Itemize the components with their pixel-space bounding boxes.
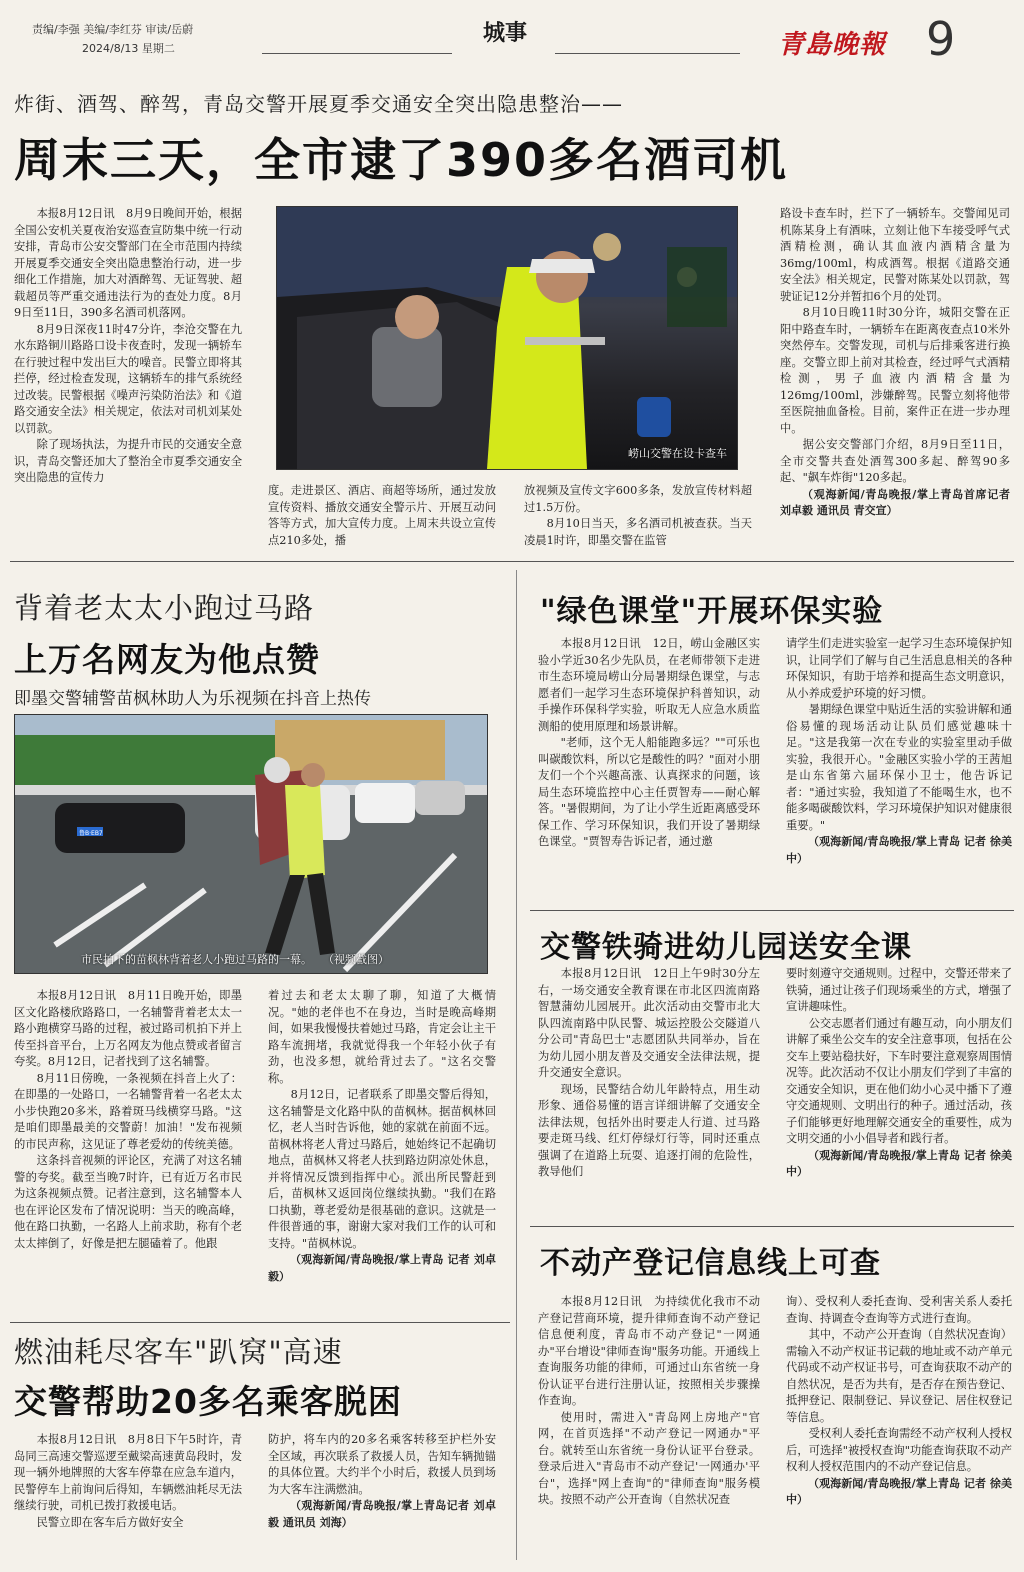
story2-subhead: 即墨交警辅警苗枫林助人为乐视频在抖音上热传 <box>14 689 371 709</box>
traffic-police-checkpoint-image <box>277 207 737 469</box>
story6-headline: 不动产登记信息线上可查 <box>540 1246 881 1281</box>
story1-col1: 本报8月12日讯 8月9日晚间开始，根据全国公安机关夏夜治安巡查宣防集中统一行动安排，青岛市公安交警部门在全市范围内持续开展夏季交通安全突出隐患整治行动，进一步细化工作措施，加大对酒醉驾、无证驾驶、超载超员等严重交通违法行为的查处力度。8月9日至11日，390多名酒司机落网。 8月9日深夜11时47分许，李沧交警在九水东路铜川路路口设卡夜查时，发现一辆轿车在行驶过程中发出巨大的噪音。民警立即将其拦停，经过检查发现，这辆轿车的排气系统经过改装。民警根据《噪声污染防治法》和《道路交通安全法》相关规定，依法对司机刘某处以罚款。 除了现场执法，为提升市民的交通安全意识，青岛交警还加大了整治全市夏季交通安全突出隐患的宣传力 <box>14 207 242 484</box>
story1-col3: 放视频及宣传文字600多条，发放宣传材料超过1.5万份。 8月10日当天，多名酒司机被查获。当天凌晨1时许，即墨交警在监管 <box>524 484 752 547</box>
license-plate: 鲁B·EB7 <box>79 830 103 837</box>
masthead-rule-left <box>262 53 452 54</box>
story3-headline-main: 交警帮助20多名乘客脱困 <box>14 1382 402 1421</box>
story3-headline-top: 燃油耗尽客车"趴窝"高速 <box>14 1335 343 1369</box>
story6-credit: （观海新闻/青岛晚报/掌上青岛 记者 徐美中） <box>786 1476 1012 1506</box>
story3-credit: （观海新闻/青岛晚报/掌上青岛记者 刘卓毅 通讯员 刘海） <box>268 1499 496 1529</box>
story3-col2: 防护，将车内的20多名乘客转移至护栏外安全区域，再次联系了救援人员，告知车辆抛锚的具体位置。大约半个小时后，救援人员到场为大客车注满燃油。 （观海新闻/青岛晚报/掌上青岛记者 刘卓毅 通讯员 刘海） <box>268 1432 496 1566</box>
story5-credit: （观海新闻/青岛晚报/掌上青岛 记者 徐美中） <box>786 1148 1012 1178</box>
divider-1 <box>10 561 1014 562</box>
story1-headline: 周末三天，全市逮了390多名酒司机 <box>14 133 789 187</box>
story4-headline: "绿色课堂"开展环保实验 <box>540 594 884 629</box>
story1-credit: （观海新闻/青岛晚报/掌上青岛首席记者 刘卓毅 通讯员 青交宣） <box>780 487 1010 517</box>
story5-col2: 要时刻遵守交通规则。过程中，交警还带来了铁骑，通过让孩子们现场乘坐的方式，增强了宣讲趣味性。 公交志愿者们通过有趣互动，向小朋友们讲解了乘坐公交车的安全注意事项，包括在公交车上要站稳扶好，下车时要注意观察周围情况等。此次活动不仅让小朋友们学到了丰富的交通安全知识，更在他们幼小心灵中播下了遵守交通规则、文明出行的种子。通过活动，孩子们能够更好地理解交通安全的重要性，成为文明交通的小小倡导者和践行者。 （观海新闻/青岛晚报/掌上青岛 记者 徐美中） <box>786 966 1012 1214</box>
story1-kicker: 炸街、酒驾、醉驾，青岛交警开展夏季交通安全突出隐患整治—— <box>14 92 623 116</box>
story1-photo <box>276 206 738 470</box>
story2-col2: 着过去和老太太聊了聊，知道了大概情况。"她的老伴也不在身边，当时是晚高峰期间，如果我慢慢扶着她过马路，肯定会让主干路车流拥堵，我就觉得我一个年轻小伙子有劲，也没多想，就给背过去了。"这名交警称。 8月12日，记者联系了即墨交警后得知，这名辅警是文化路中队的苗枫林。据苗枫林回忆，老人当时告诉他，她的家就在前面不远。苗枫林将老人背过马路后，她始终记不起确切地点，苗枫林又将老人扶到路边阴凉处休息，并将情况反馈到指挥中心。派出所民警赶到后，苗枫林又返回岗位继续执勤。"我们在路口执勤，尊老爱幼是很基础的意识。这就是一件很普通的事，谢谢大家对我们工作的认可和支持。"苗枫林说。 （观海新闻/青岛晚报/掌上青岛 记者 刘卓毅） <box>268 988 496 1318</box>
story2-col1: 本报8月12日讯 8月11日晚开始，即墨区文化路楼欣路路口，一名辅警背着老太太一路小跑横穿马路的过程，被过路司机拍下并上传至抖音平台，上万名网友为他点赞或者留言夸奖。8月12日，记者找到了这名辅警。 8月11日傍晚，一条视频在抖音上火了：在即墨的一处路口，一名辅警背着一名老太太小步快跑20多米，路着斑马线横穿马路。"这是咱们即墨最美的交警蔚！加油！"发布视频的市民声称，这见证了尊老爱幼的传统美德。 这条抖音视频的评论区，充满了对这名辅警的夸奖。截至当晚7时许，已有近万名市民为这条视频点赞。记者注意到，这名辅警本人也在评论区发布了情况说明：当天的晚高峰，他在路口执勤，一名路人上前求助，称有个老太太摔倒了，好像是把左腿磕着了。他跟 <box>14 989 242 1250</box>
masthead-rule-right <box>555 53 740 54</box>
story3-col1: 本报8月12日讯 8月8日下午5时许，青岛同三高速交警巡逻至戴梁高速黄岛段时，发现一辆外地牌照的大客车停靠在应急车道内，民警停车上前询问后得知，车辆燃油耗尽无法继续行驶，司机已拨打救援电话。 民警立即在客车后方做好安全 <box>14 1433 242 1529</box>
story2-photo <box>14 714 488 974</box>
story2-headline-main: 上万名网友为他点赞 <box>14 640 320 679</box>
divider-3 <box>530 910 1014 911</box>
auxiliary-police-carrying-elderly-woman-image <box>15 715 487 973</box>
paper-logo: 青島晚報 <box>778 30 887 60</box>
story4-credit: （观海新闻/青岛晚报/掌上青岛 记者 徐美中） <box>786 835 1012 865</box>
story6-col2: 询）、受权利人委托查询、受利害关系人委托查询、持调查令查询等方式进行查询。 其中，不动产公开查询（自然状况查询）需输入不动产权证书记载的地址或不动产单元代码或不动产权证书号，可查询获取不动产的自然状况，是否为共有，是否存在预告登记、抵押登记、限制登记、异议登记、居住权登记等信息。 受权利人委托查询需经不动产权利人授权后，可选择"被授权查询"功能查询获取不动产权利人授权范围内的不动产登记信息。 （观海新闻/青岛晚报/掌上青岛 记者 徐美中） <box>786 1294 1012 1564</box>
story2-headline-top: 背着老太太小跑过马路 <box>14 591 315 625</box>
story2-credit: （观海新闻/青岛晚报/掌上青岛 记者 刘卓毅） <box>268 1253 496 1283</box>
story4-col1: 本报8月12日讯 12日，崂山金融区实验小学近30名少先队员，在老师带领下走进市生态环境局崂山分局暑期绿色课堂，与志愿者们一起学习生态环境保护科普知识，动手操作环保科学实验，听取无人应急水质监测船的使用原理和场景讲解。 "老师，这个无人船能跑多远？""可乐也叫碳酸饮料，所以它是酸性的吗？"面对小朋友们一个个兴趣高涨、认真探求的问题，该局生态环境监控中心主任贾智寿——耐心解答。"暑假期间，为了让小学生近距离感受环保工作、学习环保知识，我们开设了暑期绿色课堂。"贾智寿告诉记者，通过邀 <box>538 637 760 848</box>
story5-headline: 交警铁骑进幼儿园送安全课 <box>540 930 912 965</box>
story2-photo-caption: 市民拍下的苗枫林背着老人小跑过马路的一幕。 （视频截图） <box>81 953 389 966</box>
page-number: 9 <box>926 12 956 66</box>
story6-col1: 本报8月12日讯 为持续优化我市不动产登记营商环境，提升律师查询不动产登记信息便利度，青岛市不动产登记"一网通办"平台增设"律师查询"服务功能。开通线上查询服务功能的律师，可通过山东省统一身份认证平台进行注册认证，按照相关步骤操作查询。 使用时，需进入"青岛网上房地产"官网，在首页选择"不动产登记一网通办"平台。就转至山东省统一身份认证平台登录。登录后进入"青岛市不动产登记'一网通办'平台"，选择"网上查询"的"律师查询"服务模块。按照不动产公开查询（自然状况查 <box>538 1295 760 1506</box>
divider-4 <box>530 1226 1014 1227</box>
story1-photo-caption: 崂山交警在设卡查车 <box>628 447 727 460</box>
section-title: 城事 <box>482 21 527 46</box>
story1-col2: 度。走进景区、酒店、商超等场所，通过发放宣传资料、播放交通安全警示片、开展互动问答等方式，加大宣传力度。上周末共设立宣传点210多处，播 <box>268 484 496 547</box>
column-separator <box>516 570 517 1560</box>
story5-col1: 本报8月12日讯 12日上午9时30分左右，一场交通安全教育课在市北区四流南路智慧蒲幼儿园展开。此次活动由交警市北大队四流南路中队民警、城运控股公交隧道八分公司"青岛巴士"志愿团队共同举办，旨在为幼儿园小朋友普及交通安全法律法规，提升交通安全意识。 现场，民警结合幼儿年龄特点，用生动形象、通俗易懂的语言详细讲解了交通安全法律法规，包括外出时要走人行道、过马路要走斑马线、红灯停绿灯行等，同时还重点强调了在道路上玩耍、追逐打闹的危险性，教导他们 <box>538 967 760 1178</box>
story4-col2: 请学生们走进实验室一起学习生态环境保护知识，让同学们了解与自己生活息息相关的各种环保知识，有助于培养和提高生态文明意识，从小养成爱护环境的好习惯。 暑期绿色课堂中贴近生活的实验讲解和通俗易懂的现场活动让队员们感觉趣味十足。"这是我第一次在专业的实验室里动手做实验，我很开心。"金融区实验小学的王茜旭是山东省第六届环保小卫士，他告诉记者："通过实验，我知道了不能喝生水，也不能多喝碳酸饮料，学习环境保护知识对健康很重要。" （观海新闻/青岛晚报/掌上青岛 记者 徐美中） <box>786 636 1012 898</box>
issue-date: 2024/8/13 星期二 <box>82 42 175 55</box>
divider-2 <box>10 1322 510 1323</box>
editors-line: 责编/李强 美编/李红芬 审读/岳蔚 <box>32 23 194 36</box>
story1-col4: 路设卡查车时，拦下了一辆轿车。交警闻见司机陈某身上有酒味，立刻让他下车接受呼气式酒精检测，确认其血液内酒精含量为36mg/100ml，构成酒驾。根据《道路交通安全法》相关规定，民警对陈某处以罚款，驾驶证记12分并暂扣6个月的处罚。 8月10日晚11时30分许，城阳交警在正阳中路查车时，一辆轿车在距离夜查点10米外突然停车。交警发现，司机与后排乘客进行换座。交警立即上前对其检查，经过呼气式酒精检测，男子血液内酒精含量为126mg/100ml，涉嫌醉驾。民警立刻将他带至医院抽血备检。目前，案件正在进一步办理中。 据公安交警部门介绍，8月9日至11日，全市交警共查处酒驾300多起、醉驾90多起、"飙车炸街"120多起。 （观海新闻/青岛晚报/掌上青岛首席记者 刘卓毅 通讯员 青交宣） <box>780 206 1010 550</box>
